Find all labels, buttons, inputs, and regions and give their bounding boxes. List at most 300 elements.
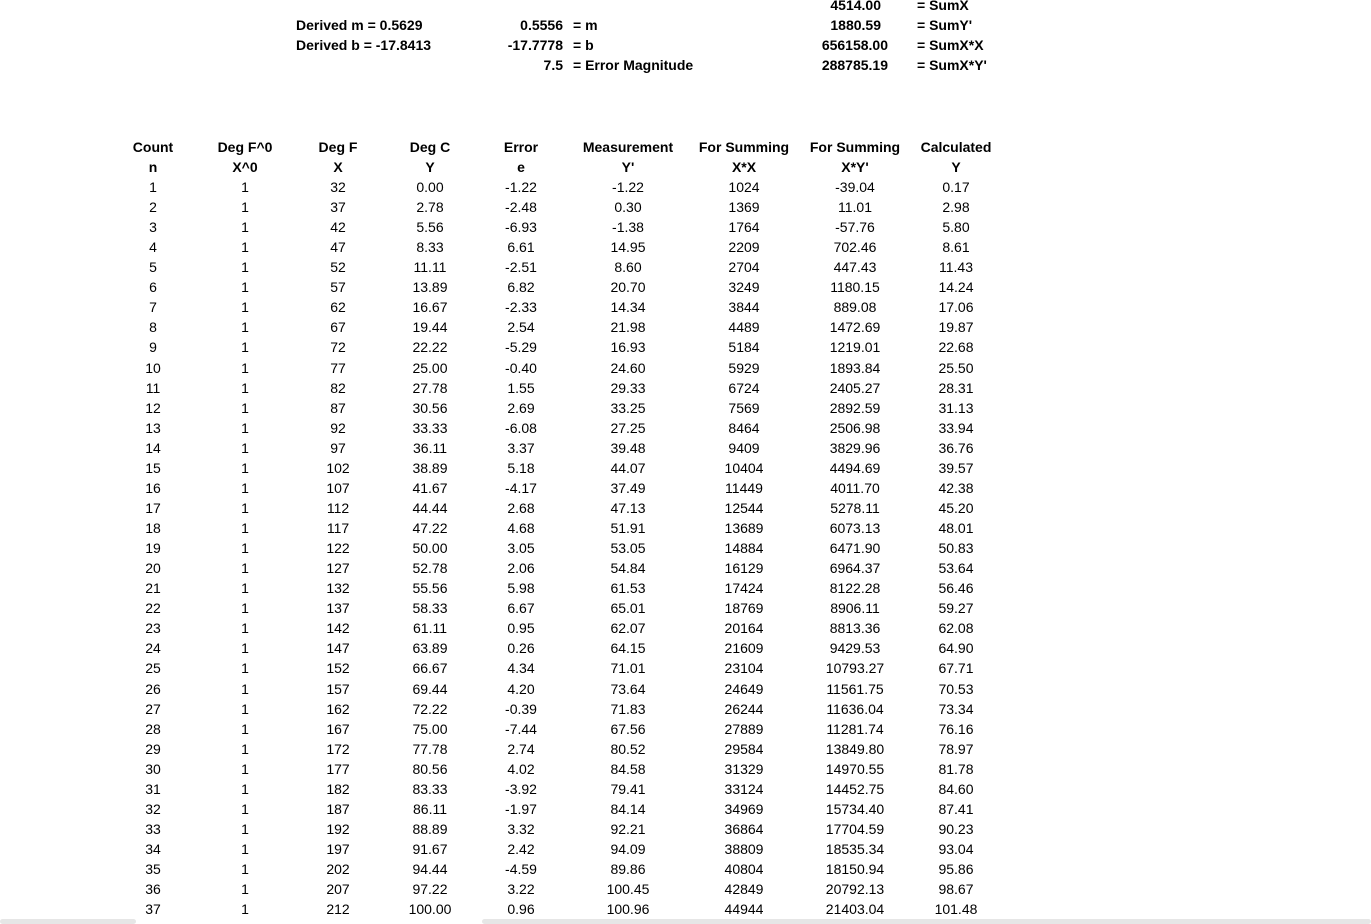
cell-measurement[interactable]: 100.45: [606, 881, 650, 897]
cell-error[interactable]: 2.68: [507, 500, 535, 516]
header-sum-xy[interactable]: For Summing: [809, 139, 901, 155]
cell-deg-f0[interactable]: 1: [241, 660, 249, 676]
cell-count[interactable]: 21: [145, 580, 161, 596]
cell-calculated[interactable]: 56.46: [938, 580, 974, 596]
cell-sum-xy[interactable]: 21403.04: [825, 901, 885, 917]
cell-deg-f[interactable]: 77: [330, 360, 346, 376]
cell-measurement[interactable]: 21.98: [610, 319, 646, 335]
cell-measurement[interactable]: 33.25: [610, 400, 646, 416]
cell-calculated[interactable]: 84.60: [938, 781, 974, 797]
cell-sum-xx[interactable]: 12544: [724, 500, 764, 516]
cell-deg-c[interactable]: 69.44: [412, 681, 448, 697]
cell-deg-f[interactable]: 172: [326, 741, 350, 757]
cell-error[interactable]: 6.82: [507, 279, 535, 295]
cell-deg-f0[interactable]: 1: [241, 681, 249, 697]
cell-sum-xx[interactable]: 5929: [728, 360, 760, 376]
header-count[interactable]: n: [148, 159, 158, 175]
cell-deg-f[interactable]: 167: [326, 721, 350, 737]
cell-deg-c[interactable]: 36.11: [413, 440, 447, 456]
cell-count[interactable]: 3: [149, 219, 157, 235]
cell-deg-c[interactable]: 75.00: [412, 721, 448, 737]
cell-count[interactable]: 4: [149, 239, 157, 255]
cell-deg-f0[interactable]: 1: [241, 179, 249, 195]
cell-sum-xy[interactable]: 702.46: [833, 239, 877, 255]
cell-sum-xy[interactable]: 8122.28: [829, 580, 881, 596]
cell-sum-xy[interactable]: 18535.34: [825, 841, 885, 857]
cell-deg-f[interactable]: 42: [330, 219, 346, 235]
cell-calculated[interactable]: 2.98: [942, 199, 970, 215]
header-deg-f0[interactable]: X^0: [232, 159, 258, 175]
cell-deg-f[interactable]: 82: [330, 380, 346, 396]
cell-error[interactable]: 4.02: [507, 761, 535, 777]
cell-sum-xy[interactable]: 11281.74: [826, 721, 884, 737]
cell-sum-xx[interactable]: 42849: [724, 881, 764, 897]
cell-error[interactable]: -4.59: [505, 861, 537, 877]
header-calculated[interactable]: Y: [951, 159, 961, 175]
cell-count[interactable]: 18: [145, 520, 161, 536]
cell-error[interactable]: 0.96: [507, 901, 535, 917]
cell-deg-f[interactable]: 192: [326, 821, 350, 837]
cell-count[interactable]: 9: [149, 339, 157, 355]
cell-error[interactable]: -3.92: [505, 781, 537, 797]
cell-deg-c[interactable]: 5.56: [416, 219, 444, 235]
cell-sum-xx[interactable]: 44944: [724, 901, 764, 917]
cell-deg-f0[interactable]: 1: [241, 199, 249, 215]
cell-error[interactable]: -6.08: [505, 420, 537, 436]
cell-count[interactable]: 35: [145, 861, 161, 877]
cell-measurement[interactable]: 71.01: [610, 660, 646, 676]
header-measurement[interactable]: Y': [621, 159, 635, 175]
cell-deg-f0[interactable]: 1: [241, 781, 249, 797]
cell-error[interactable]: -0.39: [505, 701, 537, 717]
cell-deg-c[interactable]: 2.78: [416, 199, 444, 215]
cell-error[interactable]: -6.93: [505, 219, 537, 235]
cell-measurement[interactable]: 8.60: [614, 259, 642, 275]
cell-deg-f[interactable]: 142: [326, 620, 350, 636]
header-error[interactable]: e: [517, 159, 525, 175]
cell-error[interactable]: 4.20: [507, 681, 535, 697]
cell-measurement[interactable]: 37.49: [610, 480, 646, 496]
cell-calculated[interactable]: 0.17: [942, 179, 970, 195]
cell-error[interactable]: -5.29: [505, 339, 537, 355]
cell-deg-c[interactable]: 50.00: [412, 540, 448, 556]
cell-sum-xx[interactable]: 26244: [724, 701, 764, 717]
cell-measurement[interactable]: 64.15: [610, 640, 646, 656]
cell-deg-f0[interactable]: 1: [241, 339, 249, 355]
cell-error[interactable]: 3.37: [507, 440, 535, 456]
cell-calculated[interactable]: 70.53: [938, 681, 974, 697]
cell-sum-xx[interactable]: 34969: [724, 801, 764, 817]
cell-sum-xy[interactable]: 1472.69: [829, 319, 881, 335]
cell-sum-xy[interactable]: 11636.04: [826, 701, 884, 717]
cell-sum-xy[interactable]: 13849.80: [825, 741, 885, 757]
cell-measurement[interactable]: 73.64: [610, 681, 646, 697]
cell-deg-c[interactable]: 66.67: [412, 660, 448, 676]
cell-sum-xy[interactable]: -39.04: [835, 179, 875, 195]
cell-deg-f0[interactable]: 1: [241, 620, 249, 636]
cell-calculated[interactable]: 93.04: [938, 841, 974, 857]
cell-deg-f0[interactable]: 1: [241, 821, 249, 837]
cell-deg-f0[interactable]: 1: [241, 360, 249, 376]
cell-calculated[interactable]: 42.38: [938, 480, 974, 496]
cell-calculated[interactable]: 19.87: [938, 319, 974, 335]
cell-sum-xx[interactable]: 3249: [728, 279, 760, 295]
cell-error[interactable]: 0.95: [507, 620, 535, 636]
cell-measurement[interactable]: 16.93: [610, 339, 646, 355]
cell-deg-c[interactable]: 63.89: [412, 640, 448, 656]
cell-count[interactable]: 15: [145, 460, 161, 476]
cell-calculated[interactable]: 11.43: [939, 259, 973, 275]
cell-sum-xy[interactable]: 18150.94: [825, 861, 885, 877]
cell-sum-xy[interactable]: 4011.70: [830, 480, 880, 496]
cell-sum-xy[interactable]: -57.76: [835, 219, 875, 235]
cell-deg-c[interactable]: 47.22: [412, 520, 448, 536]
cell-calculated[interactable]: 25.50: [938, 360, 974, 376]
cell-sum-xx[interactable]: 11449: [725, 480, 763, 496]
header-error[interactable]: Error: [503, 139, 539, 155]
cell-sum-xx[interactable]: 27889: [724, 721, 764, 737]
cell-sum-xx[interactable]: 14884: [724, 540, 764, 556]
cell-sum-xx[interactable]: 8464: [728, 420, 760, 436]
header-deg-f0[interactable]: Deg F^0: [217, 139, 273, 155]
cell-sum-xy[interactable]: 2506.98: [829, 420, 881, 436]
cell-sum-xy[interactable]: 3829.96: [829, 440, 881, 456]
cell-calculated[interactable]: 95.86: [938, 861, 974, 877]
cell-deg-f0[interactable]: 1: [241, 440, 249, 456]
cell-measurement[interactable]: 89.86: [610, 861, 646, 877]
cell-sum-xy[interactable]: 11.01: [838, 199, 872, 215]
cell-deg-f0[interactable]: 1: [241, 400, 249, 416]
cell-deg-f[interactable]: 112: [326, 500, 350, 516]
cell-deg-c[interactable]: 13.89: [412, 279, 448, 295]
cell-deg-c[interactable]: 0.00: [416, 179, 444, 195]
cell-deg-f[interactable]: 147: [326, 640, 350, 656]
cell-measurement[interactable]: 27.25: [610, 420, 646, 436]
cell-sum-xy[interactable]: 11561.75: [826, 681, 884, 697]
cell-deg-f[interactable]: 122: [326, 540, 350, 556]
cell-calculated[interactable]: 101.48: [934, 901, 978, 917]
cell-measurement[interactable]: 54.84: [610, 560, 646, 576]
cell-sum-xy[interactable]: 5278.11: [830, 500, 880, 516]
cell-deg-c[interactable]: 8.33: [416, 239, 444, 255]
cell-deg-f0[interactable]: 1: [241, 420, 249, 436]
header-deg-f[interactable]: X: [333, 159, 343, 175]
cell-count[interactable]: 23: [145, 620, 161, 636]
cell-deg-f[interactable]: 57: [330, 279, 346, 295]
header-measurement[interactable]: Measurement: [582, 139, 674, 155]
cell-measurement[interactable]: 44.07: [610, 460, 646, 476]
cell-calculated[interactable]: 90.23: [938, 821, 974, 837]
cell-deg-f0[interactable]: 1: [241, 239, 249, 255]
cell-sum-xx[interactable]: 2704: [728, 259, 760, 275]
cell-sum-xy[interactable]: 14970.55: [825, 761, 885, 777]
cell-count[interactable]: 27: [145, 701, 161, 717]
cell-calculated[interactable]: 17.06: [938, 299, 974, 315]
cell-error[interactable]: 2.54: [507, 319, 535, 335]
cell-sum-xx[interactable]: 40804: [724, 861, 764, 877]
cell-deg-c[interactable]: 88.89: [412, 821, 448, 837]
cell-measurement[interactable]: 62.07: [610, 620, 646, 636]
cell-deg-c[interactable]: 83.33: [412, 781, 448, 797]
cell-deg-c[interactable]: 33.33: [412, 420, 448, 436]
cell-deg-f[interactable]: 92: [330, 420, 346, 436]
cell-deg-f[interactable]: 67: [330, 319, 346, 335]
cell-calculated[interactable]: 87.41: [938, 801, 974, 817]
cell-deg-f[interactable]: 62: [330, 299, 346, 315]
cell-deg-c[interactable]: 97.22: [412, 881, 448, 897]
cell-count[interactable]: 34: [145, 841, 161, 857]
cell-deg-f[interactable]: 87: [330, 400, 346, 416]
cell-count[interactable]: 16: [145, 480, 161, 496]
cell-deg-f[interactable]: 32: [330, 179, 346, 195]
cell-deg-c[interactable]: 77.78: [412, 741, 448, 757]
cell-count[interactable]: 11: [145, 380, 161, 396]
cell-measurement[interactable]: 71.83: [610, 701, 646, 717]
cell-count[interactable]: 10: [145, 360, 161, 376]
cell-deg-c[interactable]: 80.56: [412, 761, 448, 777]
cell-count[interactable]: 1: [149, 179, 157, 195]
cell-calculated[interactable]: 73.34: [938, 701, 974, 717]
cell-sum-xy[interactable]: 14452.75: [825, 781, 885, 797]
cell-deg-f0[interactable]: 1: [241, 460, 249, 476]
cell-deg-f0[interactable]: 1: [241, 319, 249, 335]
cell-deg-c[interactable]: 44.44: [412, 500, 448, 516]
cell-sum-xx[interactable]: 3844: [728, 299, 760, 315]
cell-sum-xy[interactable]: 6471.90: [829, 540, 881, 556]
cell-deg-f0[interactable]: 1: [241, 580, 249, 596]
cell-count[interactable]: 19: [145, 540, 161, 556]
cell-deg-c[interactable]: 27.78: [412, 380, 448, 396]
cell-deg-c[interactable]: 25.00: [412, 360, 448, 376]
cell-count[interactable]: 22: [145, 600, 161, 616]
cell-deg-f[interactable]: 137: [326, 600, 350, 616]
cell-sum-xx[interactable]: 1024: [728, 179, 760, 195]
cell-sum-xx[interactable]: 21609: [724, 640, 764, 656]
cell-deg-c[interactable]: 86.11: [413, 801, 447, 817]
cell-deg-c[interactable]: 94.44: [412, 861, 448, 877]
cell-count[interactable]: 7: [149, 299, 157, 315]
cell-measurement[interactable]: 79.41: [610, 781, 646, 797]
cell-calculated[interactable]: 62.08: [938, 620, 974, 636]
cell-error[interactable]: 4.34: [507, 660, 535, 676]
cell-error[interactable]: -2.33: [505, 299, 537, 315]
cell-deg-f0[interactable]: 1: [241, 841, 249, 857]
cell-sum-xx[interactable]: 24649: [724, 681, 764, 697]
cell-deg-f[interactable]: 162: [326, 701, 350, 717]
cell-measurement[interactable]: 29.33: [610, 380, 646, 396]
cell-error[interactable]: 6.67: [507, 600, 535, 616]
cell-count[interactable]: 12: [145, 400, 161, 416]
cell-count[interactable]: 30: [145, 761, 161, 777]
cell-deg-f0[interactable]: 1: [241, 881, 249, 897]
cell-calculated[interactable]: 76.16: [938, 721, 974, 737]
cell-sum-xx[interactable]: 1764: [728, 219, 760, 235]
cell-error[interactable]: 2.42: [507, 841, 535, 857]
cell-count[interactable]: 14: [145, 440, 161, 456]
cell-deg-f0[interactable]: 1: [241, 219, 249, 235]
cell-error[interactable]: 5.98: [507, 580, 535, 596]
cell-count[interactable]: 29: [145, 741, 161, 757]
cell-calculated[interactable]: 8.61: [942, 239, 970, 255]
cell-deg-c[interactable]: 72.22: [412, 701, 448, 717]
cell-count[interactable]: 17: [145, 500, 161, 516]
cell-calculated[interactable]: 33.94: [938, 420, 974, 436]
cell-calculated[interactable]: 22.68: [938, 339, 974, 355]
cell-deg-f[interactable]: 47: [330, 239, 346, 255]
cell-sum-xy[interactable]: 2892.59: [829, 400, 881, 416]
cell-calculated[interactable]: 50.83: [938, 540, 974, 556]
cell-measurement[interactable]: 20.70: [610, 279, 646, 295]
cell-deg-c[interactable]: 55.56: [412, 580, 448, 596]
cell-calculated[interactable]: 45.20: [938, 500, 974, 516]
cell-deg-f0[interactable]: 1: [241, 380, 249, 396]
cell-measurement[interactable]: 39.48: [610, 440, 646, 456]
cell-count[interactable]: 28: [145, 721, 161, 737]
cell-deg-c[interactable]: 22.22: [412, 339, 448, 355]
cell-deg-f0[interactable]: 1: [241, 741, 249, 757]
cell-calculated[interactable]: 98.67: [938, 881, 974, 897]
cell-measurement[interactable]: 84.58: [610, 761, 646, 777]
cell-deg-f0[interactable]: 1: [241, 259, 249, 275]
cell-error[interactable]: -4.17: [505, 480, 537, 496]
cell-error[interactable]: 3.05: [507, 540, 535, 556]
cell-deg-c[interactable]: 91.67: [412, 841, 448, 857]
cell-sum-xy[interactable]: 889.08: [833, 299, 877, 315]
cell-deg-c[interactable]: 41.67: [412, 480, 448, 496]
cell-sum-xx[interactable]: 18769: [724, 600, 764, 616]
cell-count[interactable]: 37: [145, 901, 161, 917]
cell-count[interactable]: 6: [149, 279, 157, 295]
cell-error[interactable]: -2.48: [505, 199, 537, 215]
cell-deg-f0[interactable]: 1: [241, 861, 249, 877]
cell-deg-f[interactable]: 152: [326, 660, 350, 676]
cell-deg-f0[interactable]: 1: [241, 540, 249, 556]
cell-sum-xx[interactable]: 10404: [724, 460, 764, 476]
cell-deg-c[interactable]: 38.89: [412, 460, 448, 476]
cell-calculated[interactable]: 64.90: [938, 640, 974, 656]
cell-deg-f[interactable]: 157: [326, 681, 350, 697]
cell-deg-f0[interactable]: 1: [241, 299, 249, 315]
header-count[interactable]: Count: [132, 139, 174, 155]
cell-deg-f[interactable]: 52: [330, 259, 346, 275]
cell-deg-f0[interactable]: 1: [241, 500, 249, 516]
cell-calculated[interactable]: 67.71: [938, 660, 974, 676]
cell-sum-xy[interactable]: 4494.69: [829, 460, 881, 476]
cell-measurement[interactable]: -1.38: [612, 219, 644, 235]
cell-sum-xx[interactable]: 13689: [724, 520, 764, 536]
cell-sum-xy[interactable]: 17704.59: [825, 821, 885, 837]
cell-sum-xx[interactable]: 4489: [728, 319, 760, 335]
header-calculated[interactable]: Calculated: [920, 139, 992, 155]
cell-calculated[interactable]: 53.64: [938, 560, 974, 576]
cell-measurement[interactable]: 0.30: [614, 199, 642, 215]
cell-sum-xx[interactable]: 29584: [724, 741, 764, 757]
cell-sum-xx[interactable]: 7569: [728, 400, 760, 416]
cell-deg-f[interactable]: 102: [326, 460, 350, 476]
cell-measurement[interactable]: 51.91: [610, 520, 646, 536]
scrollbar-thumb-left[interactable]: [0, 919, 136, 924]
cell-sum-xy[interactable]: 20792.13: [825, 881, 885, 897]
cell-error[interactable]: 2.69: [507, 400, 535, 416]
cell-error[interactable]: 2.06: [507, 560, 535, 576]
cell-deg-f0[interactable]: 1: [241, 560, 249, 576]
cell-count[interactable]: 24: [145, 640, 161, 656]
cell-deg-c[interactable]: 52.78: [412, 560, 448, 576]
cell-sum-xx[interactable]: 16129: [724, 560, 764, 576]
cell-deg-f0[interactable]: 1: [241, 721, 249, 737]
cell-deg-f[interactable]: 182: [326, 781, 350, 797]
cell-count[interactable]: 20: [145, 560, 161, 576]
cell-deg-c[interactable]: 11.11: [413, 259, 447, 275]
cell-measurement[interactable]: 14.95: [610, 239, 646, 255]
cell-deg-f0[interactable]: 1: [241, 640, 249, 656]
cell-deg-f0[interactable]: 1: [241, 600, 249, 616]
cell-sum-xy[interactable]: 15734.40: [825, 801, 885, 817]
header-sum-xy[interactable]: X*Y': [841, 159, 869, 175]
cell-deg-f[interactable]: 117: [326, 520, 350, 536]
cell-sum-xx[interactable]: 9409: [728, 440, 760, 456]
cell-deg-f0[interactable]: 1: [241, 901, 249, 917]
cell-sum-xx[interactable]: 1369: [728, 199, 760, 215]
cell-sum-xy[interactable]: 8906.11: [830, 600, 880, 616]
cell-measurement[interactable]: 65.01: [610, 600, 646, 616]
cell-count[interactable]: 26: [145, 681, 161, 697]
cell-deg-f[interactable]: 197: [326, 841, 350, 857]
cell-sum-xy[interactable]: 8813.36: [829, 620, 881, 636]
cell-measurement[interactable]: 80.52: [610, 741, 646, 757]
header-deg-c[interactable]: Deg C: [409, 139, 451, 155]
cell-deg-f[interactable]: 107: [326, 480, 350, 496]
cell-count[interactable]: 25: [145, 660, 161, 676]
cell-sum-xx[interactable]: 2209: [728, 239, 760, 255]
cell-deg-f[interactable]: 187: [326, 801, 350, 817]
cell-count[interactable]: 31: [145, 781, 161, 797]
cell-calculated[interactable]: 14.24: [938, 279, 974, 295]
cell-count[interactable]: 5: [149, 259, 157, 275]
cell-error[interactable]: 3.32: [507, 821, 535, 837]
cell-error[interactable]: -0.40: [505, 360, 537, 376]
cell-measurement[interactable]: 84.14: [610, 801, 646, 817]
cell-deg-f0[interactable]: 1: [241, 761, 249, 777]
cell-error[interactable]: -2.51: [505, 259, 537, 275]
cell-deg-f0[interactable]: 1: [241, 279, 249, 295]
cell-measurement[interactable]: 24.60: [610, 360, 646, 376]
cell-calculated[interactable]: 78.97: [938, 741, 974, 757]
cell-measurement[interactable]: 53.05: [610, 540, 646, 556]
header-deg-c[interactable]: Y: [425, 159, 435, 175]
cell-sum-xy[interactable]: 1219.01: [829, 339, 881, 355]
cell-calculated[interactable]: 5.80: [942, 219, 970, 235]
cell-calculated[interactable]: 36.76: [938, 440, 974, 456]
cell-deg-c[interactable]: 16.67: [412, 299, 448, 315]
cell-sum-xy[interactable]: 6073.13: [829, 520, 881, 536]
cell-sum-xx[interactable]: 20164: [724, 620, 764, 636]
cell-measurement[interactable]: 47.13: [610, 500, 646, 516]
cell-sum-xx[interactable]: 38809: [724, 841, 764, 857]
cell-error[interactable]: 0.26: [507, 640, 535, 656]
cell-sum-xy[interactable]: 6964.37: [829, 560, 881, 576]
horizontal-scrollbar[interactable]: [0, 918, 1371, 924]
cell-error[interactable]: -1.22: [505, 179, 537, 195]
cell-sum-xy[interactable]: 10793.27: [825, 660, 885, 676]
cell-sum-xx[interactable]: 5184: [728, 339, 760, 355]
cell-calculated[interactable]: 81.78: [938, 761, 974, 777]
cell-error[interactable]: 4.68: [507, 520, 535, 536]
cell-sum-xx[interactable]: 31329: [724, 761, 764, 777]
cell-deg-f[interactable]: 202: [326, 861, 350, 877]
cell-deg-f0[interactable]: 1: [241, 801, 249, 817]
header-deg-f[interactable]: Deg F: [318, 139, 358, 155]
